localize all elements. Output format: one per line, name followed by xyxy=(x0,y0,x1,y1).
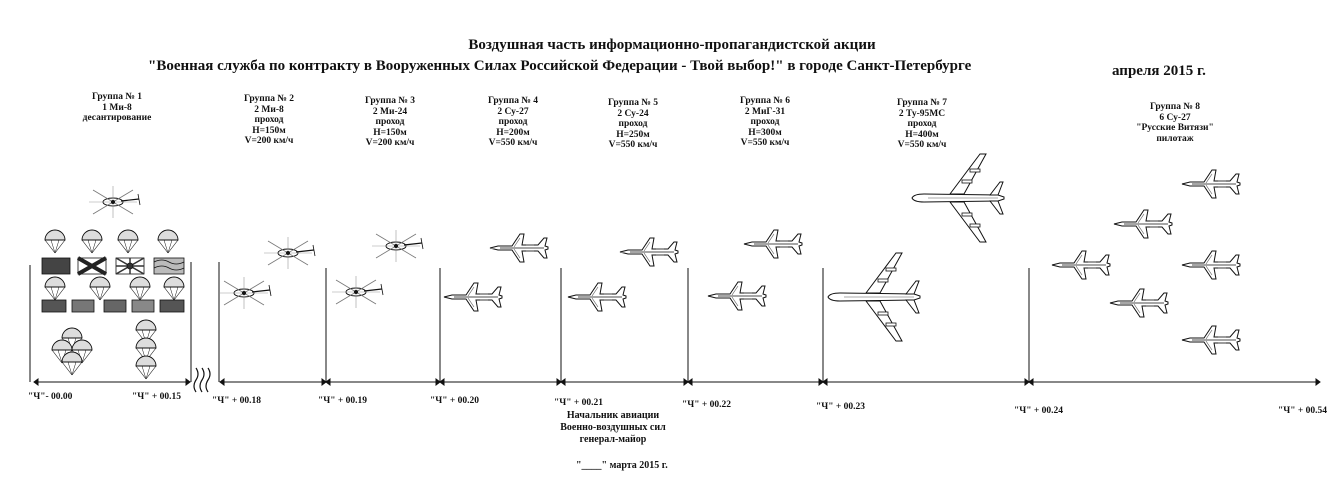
group-5-title: Группа № 5 xyxy=(607,98,659,108)
group-6-line: V=550 км/ч xyxy=(740,138,790,148)
time-label: "Ч" + 00.21 xyxy=(554,398,604,408)
document-title: Воздушная часть информационно-пропагандистской акции xyxy=(468,37,876,53)
helicopter-icon xyxy=(372,230,423,262)
fighter-jet-icon xyxy=(1182,251,1240,279)
group-2-line: 2 Ми-8 xyxy=(254,104,284,115)
fighter-jet-icon xyxy=(1182,326,1240,354)
time-label: "Ч" + 00.15 xyxy=(132,392,182,402)
group-6-line: 2 МиГ-31 xyxy=(744,106,786,117)
group-5-line: проход xyxy=(618,119,648,129)
group-3-line: V=200 км/ч xyxy=(365,138,415,148)
time-label: "Ч" + 00.24 xyxy=(1014,406,1064,416)
fighter-jet-icon xyxy=(1182,170,1240,198)
timeline-arrows xyxy=(34,379,1320,385)
fighter-jet-icon xyxy=(490,234,548,262)
group-5-line: Н=250м xyxy=(616,129,650,140)
time-label: "Ч" + 00.23 xyxy=(816,402,866,412)
group-3-line: проход xyxy=(375,117,405,127)
group-4-title: Группа № 4 xyxy=(487,96,539,106)
flag-icon xyxy=(42,258,70,274)
group-7-title: Группа № 7 xyxy=(896,98,948,108)
parachute-icon xyxy=(118,230,138,253)
group-5-line: V=550 км/ч xyxy=(608,140,658,150)
time-label: "Ч" + 00.54 xyxy=(1278,406,1328,416)
flag-icon xyxy=(42,300,66,312)
fighter-jet-icon xyxy=(568,283,626,311)
flag-icon xyxy=(104,300,126,312)
helicopter-icon xyxy=(89,186,140,218)
parachute-icon xyxy=(90,277,110,300)
group-8-line: 6 Су-27 xyxy=(1159,112,1191,123)
group-6-title: Группа № 6 xyxy=(739,96,791,106)
flag-icon xyxy=(132,300,154,312)
time-label: "Ч" + 00.22 xyxy=(682,400,732,410)
time-label: "Ч" + 00.20 xyxy=(430,396,480,406)
signature-date: "____" марта 2015 г. xyxy=(576,460,668,471)
group-6-line: проход xyxy=(750,117,780,127)
fighter-jet-icon xyxy=(1114,210,1172,238)
bomber-icon xyxy=(912,154,1004,242)
flag-icon xyxy=(72,300,94,312)
time-label: "Ч" + 00.19 xyxy=(318,396,368,406)
group-7-line: V=550 км/ч xyxy=(897,140,947,150)
flag-icon xyxy=(78,258,106,274)
fighter-jet-icon xyxy=(620,238,678,266)
event-period: апреля 2015 г. xyxy=(1112,63,1206,79)
flag-icon xyxy=(116,258,144,274)
flag-icon xyxy=(154,258,184,274)
bomber-icon xyxy=(828,253,920,341)
fighter-jet-icon xyxy=(444,283,502,311)
fighter-jet-icon xyxy=(744,230,802,258)
parachute-icon xyxy=(82,230,102,253)
group-4-line: 2 Су-27 xyxy=(497,106,529,117)
approval-block xyxy=(548,410,678,446)
parachute-icon xyxy=(158,230,178,253)
helicopter-icon xyxy=(332,276,383,308)
timeline-break-icon xyxy=(194,368,210,392)
document-subtitle: "Военная служба по контракту в Вооруженных Силах Российской Федерации - Твой выбор!" в городе Санкт-Петербурге xyxy=(148,58,972,74)
fighter-jet-icon xyxy=(708,282,766,310)
group-7-line: проход xyxy=(907,119,937,129)
group-7-line: 2 Ту-95МС xyxy=(898,108,946,119)
parachute-icon xyxy=(130,277,150,300)
group-2-line: V=200 км/ч xyxy=(244,136,294,146)
group-5-line: 2 Су-24 xyxy=(617,108,649,119)
group-4-line: Н=200м xyxy=(496,127,530,138)
commander-position: Начальник авиации xyxy=(566,410,660,421)
parachute-icon xyxy=(62,352,82,375)
fighter-jet-icon xyxy=(1052,251,1110,279)
group-8-title: Группа № 8 xyxy=(1149,102,1201,112)
group-4-line: V=550 км/ч xyxy=(488,138,538,148)
group-8-line: пилотаж xyxy=(1156,133,1194,144)
commander-rank: генерал-майор xyxy=(579,434,647,445)
commander-branch: Военно-воздушных сил xyxy=(560,422,666,433)
group-3-line: 2 Ми-24 xyxy=(372,106,408,117)
group-6-line: Н=300м xyxy=(748,127,782,138)
group-1-title: Группа № 1 xyxy=(91,92,143,102)
time-label: "Ч" + 00.18 xyxy=(212,396,262,406)
group-1-line: десантирование xyxy=(82,113,152,123)
group-3-title: Группа № 3 xyxy=(364,96,416,106)
time-label: "Ч"- 00.00 xyxy=(28,392,73,402)
group-8-line: "Русские Витязи" xyxy=(1136,123,1214,133)
parachute-icon xyxy=(164,277,184,300)
group-7-line: Н=400м xyxy=(905,129,939,140)
group-4-line: проход xyxy=(498,117,528,127)
group-1-line: 1 Ми-8 xyxy=(102,102,132,113)
group-2-title: Группа № 2 xyxy=(243,94,295,104)
parachute-icon xyxy=(45,230,65,253)
group-2-line: Н=150м xyxy=(252,125,286,136)
flag-icon xyxy=(160,300,184,312)
fighter-jet-icon xyxy=(1110,289,1168,317)
helicopter-icon xyxy=(264,237,315,269)
group-2-line: проход xyxy=(254,115,284,125)
group-3-line: Н=150м xyxy=(373,127,407,138)
parachute-icon xyxy=(45,277,65,300)
helicopter-icon xyxy=(220,277,271,309)
parachute-icon xyxy=(136,356,156,379)
